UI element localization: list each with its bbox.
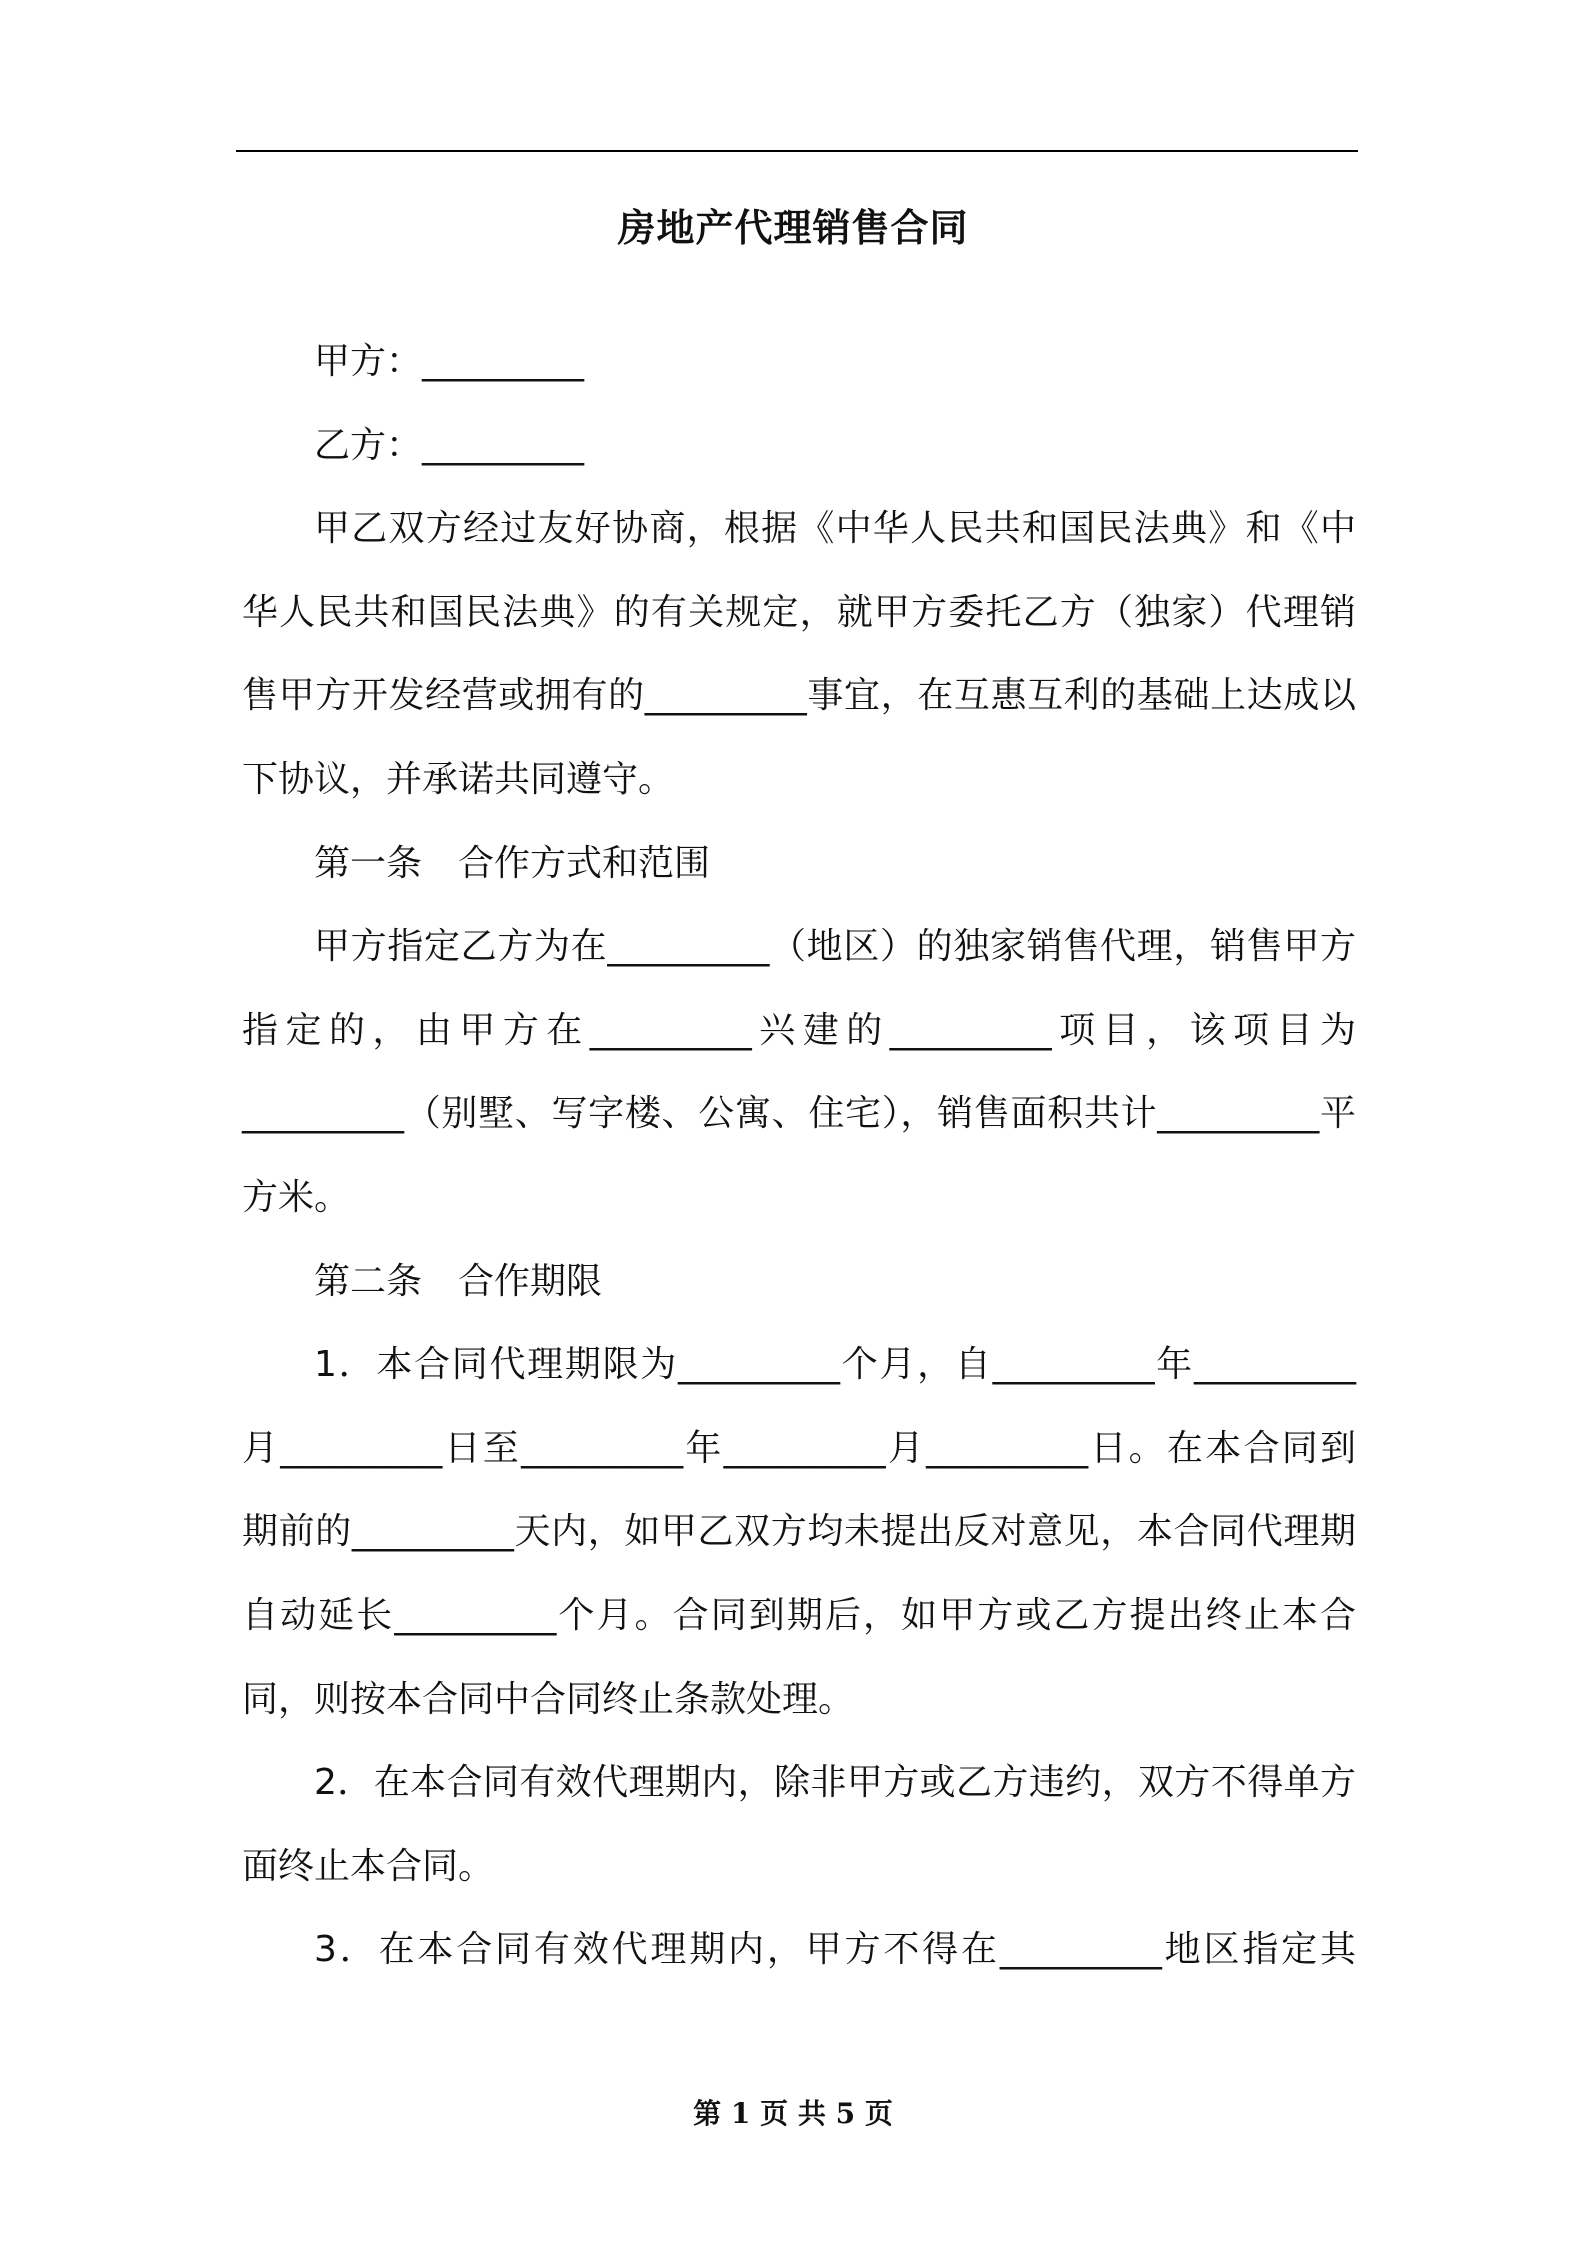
party-a-line: 甲方：_________ — [314, 341, 585, 382]
preamble-paragraph: 甲乙双方经过友好协商，根据《中华人民共和国民法典》和《中华人民共和国民法典》的有关规定，就甲方委托乙方（独家）代理销售甲方开发经营或拥有的_________事宜，在互惠互利的基础上达成以下协议，并承诺共同遵守。 — [242, 508, 1356, 800]
article-2-heading: 第二条 合作期限 — [314, 1260, 603, 1302]
article-2-clause-1: 1．本合同代理期限为_________个月，自_________年_________月_________日至_________年_________月_________日。在本合同到期前的_________天内，如甲乙双方均未提出反对意见，本合同代理期自动延长_________个月。合同到期后，如甲方或乙方提出终止本合同，则按本合同中合同终止条款处理。 — [242, 1344, 1356, 1720]
article-2-clause-3: 3．在本合同有效代理期内，甲方不得在_________地区指定其 — [314, 1929, 1356, 1971]
article-1-heading: 第一条 合作方式和范围 — [314, 842, 711, 884]
page-number-footer: 第 1 页 共 5 页 — [693, 2097, 893, 2130]
party-b-line: 乙方：_________ — [314, 424, 585, 466]
article-1-body: 甲方指定乙方为在_________（地区）的独家销售代理，销售甲方指定的，由甲方在_________兴建的_________项目，该项目为_________（别墅、写字楼、公寓、住宅），销售面积共计_________平方米。 — [242, 926, 1356, 1218]
article-2-clause-2: 2．在本合同有效代理期内，除非甲方或乙方违约，双方不得单方面终止本合同。 — [242, 1762, 1356, 1887]
document-title: 房地产代理销售合同 — [617, 206, 969, 250]
header-rule — [236, 150, 1358, 152]
document-body — [242, 320, 1356, 1992]
